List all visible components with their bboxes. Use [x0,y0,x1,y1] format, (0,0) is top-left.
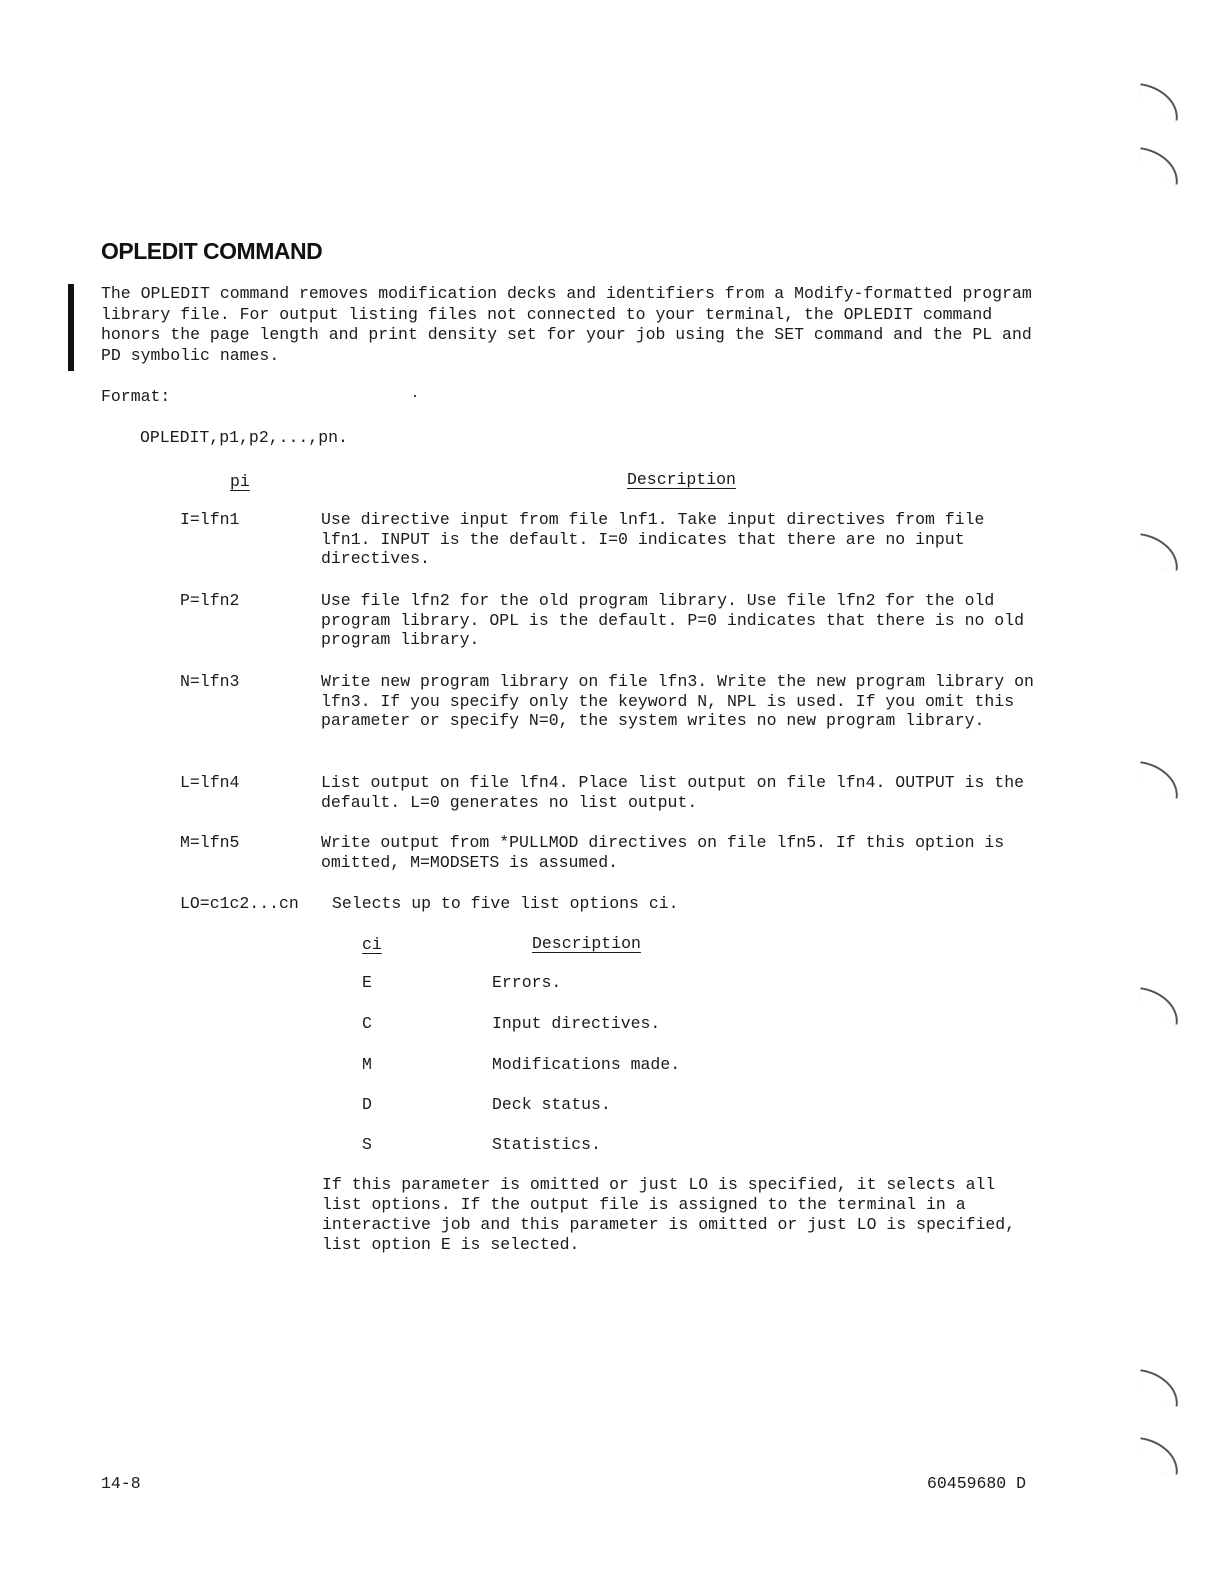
punch-hole-mark [1136,987,1182,1025]
format-syntax: OPLEDIT,p1,p2,...,pn. [140,428,348,447]
param-description: Selects up to five list options ci. [332,894,679,913]
option-code: S [362,1135,372,1154]
closing-paragraph: If this parameter is omitted or just LO is specified, it selects all list options. If the output file is assigned to the terminal in a interactive job and this parameter is omitted or just LO is specified, list option E is selected. [322,1175,1016,1254]
change-bar [68,284,74,371]
param-description: Use directive input from file lnf1. Take input directives from file lfn1. INPUT is the default. I=0 indicates that there are no input directives. [321,510,985,568]
document-number: 60459680 D [927,1474,1027,1493]
option-description: Modifications made. [492,1055,681,1074]
intro-paragraph: The OPLEDIT command removes modification decks and identifiers from a Modify-formatted program library file. For output listing files not connected to your terminal, the OPLEDIT command honors the page length and print density set for your job using the SET command and the PL and PD symbolic names. [101,284,1032,365]
param-description: Write output from *PULLMOD directives on file lfn5. If this option is omitted, M=MODSETS is assumed. [321,833,1005,872]
punch-hole-mark [1136,83,1182,121]
page-number: 14-8 [101,1474,141,1493]
param-name: M=lfn5 [180,833,240,852]
format-label: Format: [101,387,171,406]
param-description: Use file lfn2 for the old program library. Use file lfn2 for the old program library. OPL is the default. P=0 indicates that there is no old program library. [321,591,1025,649]
option-code: M [362,1055,372,1074]
option-description: Input directives. [492,1014,661,1033]
punch-hole-mark [1136,761,1182,799]
option-description: Deck status. [492,1095,611,1114]
punch-hole-mark [1136,533,1182,571]
option-code: C [362,1014,372,1033]
option-description: Statistics. [492,1135,601,1154]
punch-hole-mark [1136,147,1182,185]
param-name: P=lfn2 [180,591,240,610]
param-name: L=lfn4 [180,773,240,792]
punch-hole-mark [1136,1369,1182,1407]
option-description: Errors. [492,973,562,992]
param-description: List output on file lfn4. Place list output on file lfn4. OUTPUT is the default. L=0 generates no list output. [321,773,1025,812]
punch-hole-mark [1136,1437,1182,1475]
option-code-column-header: ci [362,935,382,954]
param-name: I=lfn1 [180,510,240,529]
description-column-header: Description [627,470,736,489]
option-code: E [362,973,372,992]
page-heading: OPLEDIT COMMAND [101,238,323,264]
param-name: LO=c1c2...cn [180,894,299,913]
option-description-column-header: Description [532,934,641,953]
param-name: N=lfn3 [180,672,240,691]
stray-dot [414,395,416,397]
param-description: Write new program library on file lfn3. Write the new program library on lfn3. If you specify only the keyword N, NPL is used. If you omit this parameter or specify N=0, the system writes no new program library. [321,672,1034,730]
param-column-header: pi [230,472,250,491]
option-code: D [362,1095,372,1114]
